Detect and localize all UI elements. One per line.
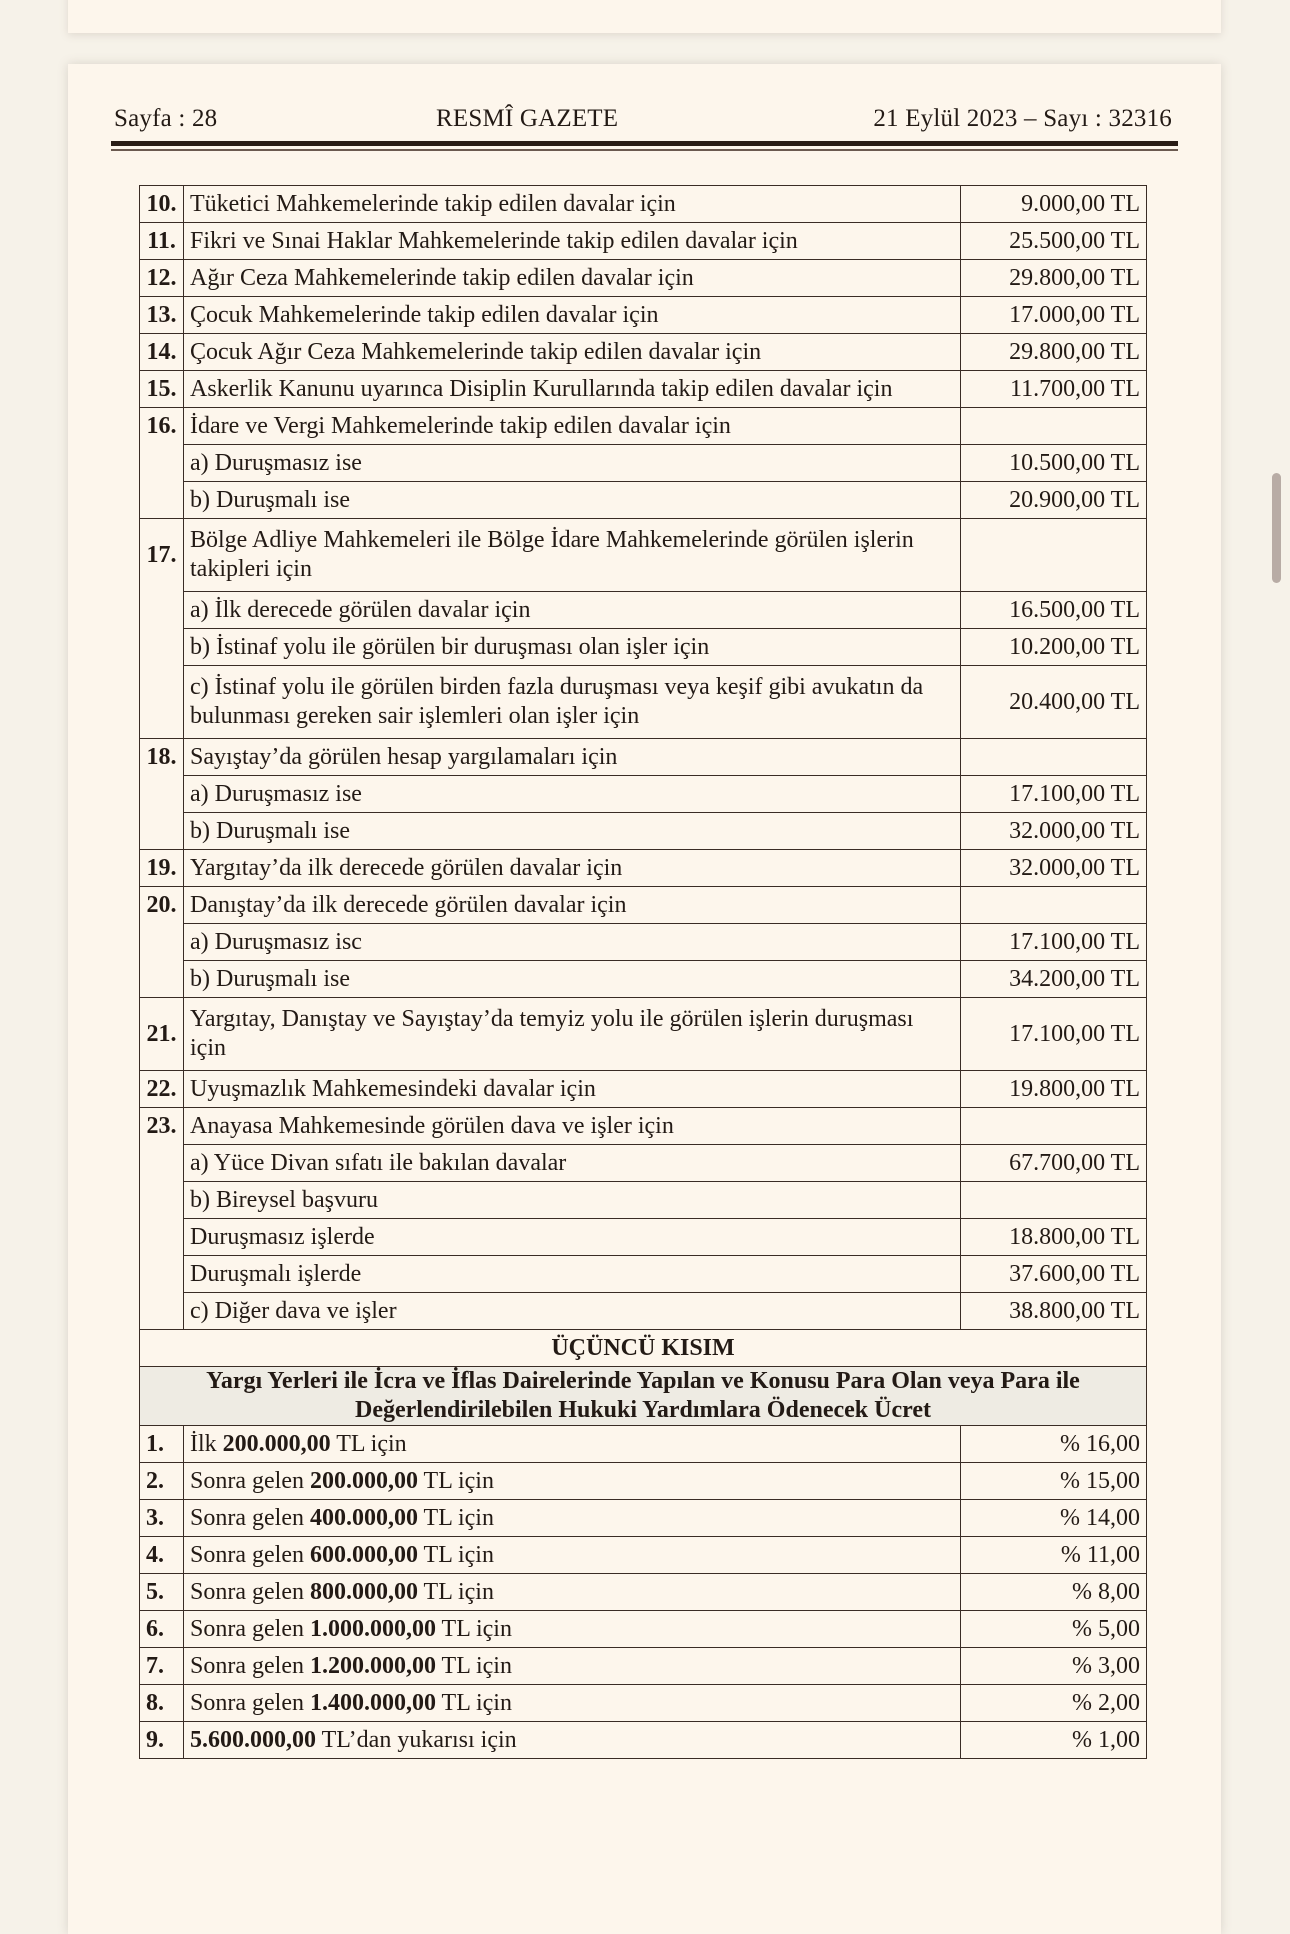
desc-suffix: TL için bbox=[417, 1467, 494, 1494]
section3-subtitle-row bbox=[140, 1367, 1147, 1426]
row-number: 7. bbox=[140, 1648, 184, 1685]
row-number bbox=[140, 813, 184, 850]
row-number bbox=[140, 592, 184, 629]
row-number bbox=[140, 1256, 184, 1293]
row-number bbox=[140, 1219, 184, 1256]
desc-amount: 200.000,00 bbox=[309, 1467, 418, 1494]
row-amount bbox=[961, 519, 1147, 592]
row-number: 14. bbox=[140, 334, 184, 371]
table-row bbox=[140, 1537, 1147, 1574]
section2-body bbox=[140, 186, 1147, 1330]
row-amount: 16.500,00 TL bbox=[961, 592, 1147, 629]
row-description: Yargıtay, Danıştay ve Sayıştay’da temyiz yolu ile görülen işlerin duruşması için bbox=[184, 998, 961, 1071]
row-amount: 29.800,00 TL bbox=[961, 334, 1147, 371]
row-number: 5. bbox=[140, 1574, 184, 1611]
row-description bbox=[184, 1685, 961, 1722]
row-amount: 38.800,00 TL bbox=[961, 1293, 1147, 1330]
row-number: 22. bbox=[140, 1071, 184, 1108]
row-number bbox=[140, 961, 184, 998]
row-number: 10. bbox=[140, 186, 184, 223]
row-number: 20. bbox=[140, 887, 184, 924]
row-description: Bölge Adliye Mahkemeleri ile Bölge İdare Mahkemelerinde görülen işlerin takipleri için bbox=[184, 519, 961, 592]
row-number bbox=[140, 445, 184, 482]
row-amount: 29.800,00 TL bbox=[961, 260, 1147, 297]
row-rate: % 15,00 bbox=[961, 1463, 1147, 1500]
issue-date: 21 Eylül 2023 – Sayı : 32316 bbox=[873, 105, 1172, 132]
row-description: Askerlik Kanunu uyarınca Disiplin Kurullarında takip edilen davalar için bbox=[184, 371, 961, 408]
row-description: c) Diğer dava ve işler bbox=[184, 1293, 961, 1330]
desc-prefix: İlk bbox=[190, 1430, 223, 1457]
row-description bbox=[184, 1426, 961, 1463]
row-amount bbox=[961, 408, 1147, 445]
desc-prefix: Sonra gelen bbox=[190, 1652, 310, 1679]
row-rate: % 11,00 bbox=[961, 1537, 1147, 1574]
table-row bbox=[140, 961, 1147, 998]
row-number: 6. bbox=[140, 1611, 184, 1648]
row-description: a) Duruşmasız ise bbox=[184, 445, 961, 482]
desc-amount: 1.200.000,00 bbox=[309, 1652, 436, 1679]
table-row bbox=[140, 739, 1147, 776]
row-number bbox=[140, 1293, 184, 1330]
desc-amount: 200.000,00 bbox=[222, 1430, 331, 1457]
row-description: Çocuk Mahkemelerinde takip edilen davalar için bbox=[184, 297, 961, 334]
table-row bbox=[140, 1182, 1147, 1219]
table-row bbox=[140, 1722, 1147, 1759]
row-rate: % 8,00 bbox=[961, 1574, 1147, 1611]
table-row bbox=[140, 1685, 1147, 1722]
row-description: b) İstinaf yolu ile görülen bir duruşması olan işler için bbox=[184, 629, 961, 666]
desc-amount: 600.000,00 bbox=[309, 1541, 418, 1568]
row-number bbox=[140, 1145, 184, 1182]
section3-body bbox=[140, 1426, 1147, 1759]
row-number: 19. bbox=[140, 850, 184, 887]
desc-prefix: Sonra gelen bbox=[190, 1504, 310, 1531]
row-description: a) İlk derecede görülen davalar için bbox=[184, 592, 961, 629]
table-row bbox=[140, 260, 1147, 297]
table-row bbox=[140, 998, 1147, 1071]
row-number: 3. bbox=[140, 1500, 184, 1537]
row-description: Fikri ve Sınai Haklar Mahkemelerinde takip edilen davalar için bbox=[184, 223, 961, 260]
row-amount bbox=[961, 1108, 1147, 1145]
table-row bbox=[140, 519, 1147, 592]
row-description: a) Yüce Divan sıfatı ile bakılan davalar bbox=[184, 1145, 961, 1182]
row-number: 17. bbox=[140, 519, 184, 592]
row-amount: 17.100,00 TL bbox=[961, 776, 1147, 813]
desc-amount: 400.000,00 bbox=[309, 1504, 418, 1531]
row-amount bbox=[961, 887, 1147, 924]
row-description bbox=[184, 1648, 961, 1685]
row-number bbox=[140, 924, 184, 961]
row-description: Anayasa Mahkemesinde görülen dava ve işler için bbox=[184, 1108, 961, 1145]
row-description bbox=[184, 1574, 961, 1611]
row-description: Yargıtay’da ilk derecede görülen davalar için bbox=[184, 850, 961, 887]
table-row bbox=[140, 1145, 1147, 1182]
row-amount: 67.700,00 TL bbox=[961, 1145, 1147, 1182]
desc-prefix: Sonra gelen bbox=[190, 1615, 310, 1642]
row-number bbox=[140, 776, 184, 813]
row-description: Çocuk Ağır Ceza Mahkemelerinde takip edilen davalar için bbox=[184, 334, 961, 371]
row-amount: 11.700,00 TL bbox=[961, 371, 1147, 408]
row-number bbox=[140, 1182, 184, 1219]
row-amount bbox=[961, 739, 1147, 776]
table-row bbox=[140, 371, 1147, 408]
gazette-title: RESMÎ GAZETE bbox=[436, 105, 619, 132]
desc-suffix: TL için bbox=[417, 1504, 494, 1531]
row-description: Duruşmalı işlerde bbox=[184, 1256, 961, 1293]
desc-suffix: TL için bbox=[417, 1578, 494, 1605]
row-description: Tüketici Mahkemelerinde takip edilen davalar için bbox=[184, 186, 961, 223]
row-description: a) Duruşmasız ise bbox=[184, 776, 961, 813]
row-number: 8. bbox=[140, 1685, 184, 1722]
section3-title-row bbox=[140, 1330, 1147, 1367]
row-number: 15. bbox=[140, 371, 184, 408]
row-amount: 10.200,00 TL bbox=[961, 629, 1147, 666]
row-amount: 25.500,00 TL bbox=[961, 223, 1147, 260]
scrollbar-thumb[interactable] bbox=[1272, 473, 1281, 583]
row-description bbox=[184, 1611, 961, 1648]
desc-suffix: TL için bbox=[330, 1430, 407, 1457]
row-description bbox=[184, 1722, 961, 1759]
table-row bbox=[140, 186, 1147, 223]
row-rate: % 14,00 bbox=[961, 1500, 1147, 1537]
row-description: Ağır Ceza Mahkemelerinde takip edilen davalar için bbox=[184, 260, 961, 297]
row-description: İdare ve Vergi Mahkemelerinde takip edilen davalar için bbox=[184, 408, 961, 445]
table-row bbox=[140, 1574, 1147, 1611]
desc-amount: 5.600.000,00 bbox=[190, 1726, 316, 1753]
row-description: b) Duruşmalı ise bbox=[184, 813, 961, 850]
row-number: 11. bbox=[140, 223, 184, 260]
row-amount: 32.000,00 TL bbox=[961, 813, 1147, 850]
table-row bbox=[140, 482, 1147, 519]
row-rate: % 5,00 bbox=[961, 1611, 1147, 1648]
desc-amount: 1.000.000,00 bbox=[309, 1615, 436, 1642]
desc-suffix: TL için bbox=[435, 1652, 512, 1679]
previous-page bbox=[68, 0, 1221, 33]
row-description: c) İstinaf yolu ile görülen birden fazla duruşması veya keşif gibi avukatın da bulunması gereken sair işlemleri olan işler için bbox=[184, 666, 961, 739]
section3-subtitle: Yargı Yerleri ile İcra ve İflas Dairelerinde Yapılan ve Konusu Para Olan veya Para ile Değerlendirilebilen Hukuki Yardımlara Ödenecek Ücret bbox=[140, 1367, 1147, 1426]
row-amount: 32.000,00 TL bbox=[961, 850, 1147, 887]
desc-amount: 800.000,00 bbox=[309, 1578, 418, 1605]
row-number: 13. bbox=[140, 297, 184, 334]
row-number bbox=[140, 629, 184, 666]
row-number: 21. bbox=[140, 998, 184, 1071]
table-row bbox=[140, 924, 1147, 961]
desc-suffix: TL’dan yukarısı için bbox=[316, 1726, 517, 1753]
row-number: 23. bbox=[140, 1108, 184, 1145]
row-amount: 17.000,00 TL bbox=[961, 297, 1147, 334]
table-row bbox=[140, 1611, 1147, 1648]
header-rule-thick bbox=[111, 141, 1178, 146]
desc-suffix: TL için bbox=[435, 1689, 512, 1716]
row-amount: 18.800,00 TL bbox=[961, 1219, 1147, 1256]
row-description: b) Bireysel başvuru bbox=[184, 1182, 961, 1219]
row-amount: 20.400,00 TL bbox=[961, 666, 1147, 739]
row-number: 16. bbox=[140, 408, 184, 445]
row-description: Sayıştay’da görülen hesap yargılamaları için bbox=[184, 739, 961, 776]
document-page bbox=[68, 64, 1221, 1934]
table-row bbox=[140, 813, 1147, 850]
desc-prefix: Sonra gelen bbox=[190, 1541, 310, 1568]
desc-suffix: TL için bbox=[417, 1541, 494, 1568]
row-number bbox=[140, 666, 184, 739]
row-amount: 20.900,00 TL bbox=[961, 482, 1147, 519]
desc-amount: 1.400.000,00 bbox=[309, 1689, 436, 1716]
row-description bbox=[184, 1537, 961, 1574]
row-amount: 37.600,00 TL bbox=[961, 1256, 1147, 1293]
table-row bbox=[140, 592, 1147, 629]
row-number: 2. bbox=[140, 1463, 184, 1500]
row-description bbox=[184, 1500, 961, 1537]
row-rate: % 3,00 bbox=[961, 1648, 1147, 1685]
section3-header bbox=[140, 1330, 1147, 1426]
table-row bbox=[140, 408, 1147, 445]
table-row bbox=[140, 223, 1147, 260]
table-row bbox=[140, 1071, 1147, 1108]
table-row bbox=[140, 297, 1147, 334]
row-rate: % 1,00 bbox=[961, 1722, 1147, 1759]
row-number: 4. bbox=[140, 1537, 184, 1574]
section3-title: ÜÇÜNCÜ KISIM bbox=[140, 1330, 1147, 1367]
fee-table bbox=[139, 185, 1147, 1759]
row-number bbox=[140, 482, 184, 519]
row-number: 12. bbox=[140, 260, 184, 297]
row-number: 1. bbox=[140, 1426, 184, 1463]
page-number: Sayfa : 28 bbox=[114, 105, 218, 132]
table-row bbox=[140, 445, 1147, 482]
row-description: b) Duruşmalı ise bbox=[184, 961, 961, 998]
table-row bbox=[140, 887, 1147, 924]
row-description: a) Duruşmasız isc bbox=[184, 924, 961, 961]
row-amount bbox=[961, 1182, 1147, 1219]
table-row bbox=[140, 1463, 1147, 1500]
row-description: Uyuşmazlık Mahkemesindeki davalar için bbox=[184, 1071, 961, 1108]
row-amount: 34.200,00 TL bbox=[961, 961, 1147, 998]
desc-prefix: Sonra gelen bbox=[190, 1578, 310, 1605]
row-description: b) Duruşmalı ise bbox=[184, 482, 961, 519]
table-row bbox=[140, 1293, 1147, 1330]
table-row bbox=[140, 1426, 1147, 1463]
table-row bbox=[140, 1219, 1147, 1256]
desc-suffix: TL için bbox=[435, 1615, 512, 1642]
table-row bbox=[140, 776, 1147, 813]
table-row bbox=[140, 666, 1147, 739]
row-number: 18. bbox=[140, 739, 184, 776]
table-row bbox=[140, 1256, 1147, 1293]
desc-prefix: Sonra gelen bbox=[190, 1689, 310, 1716]
table-row bbox=[140, 1108, 1147, 1145]
header-rule-thin bbox=[111, 149, 1178, 151]
row-description: Duruşmasız işlerde bbox=[184, 1219, 961, 1256]
row-amount: 17.100,00 TL bbox=[961, 924, 1147, 961]
table-row bbox=[140, 334, 1147, 371]
row-amount: 17.100,00 TL bbox=[961, 998, 1147, 1071]
row-number: 9. bbox=[140, 1722, 184, 1759]
row-rate: % 2,00 bbox=[961, 1685, 1147, 1722]
row-description: Danıştay’da ilk derecede görülen davalar için bbox=[184, 887, 961, 924]
desc-prefix: Sonra gelen bbox=[190, 1467, 310, 1494]
row-rate: % 16,00 bbox=[961, 1426, 1147, 1463]
row-amount: 19.800,00 TL bbox=[961, 1071, 1147, 1108]
table-row bbox=[140, 1500, 1147, 1537]
row-description bbox=[184, 1463, 961, 1500]
table-row bbox=[140, 850, 1147, 887]
table-row bbox=[140, 629, 1147, 666]
row-amount: 10.500,00 TL bbox=[961, 445, 1147, 482]
table-row bbox=[140, 1648, 1147, 1685]
row-amount: 9.000,00 TL bbox=[961, 186, 1147, 223]
